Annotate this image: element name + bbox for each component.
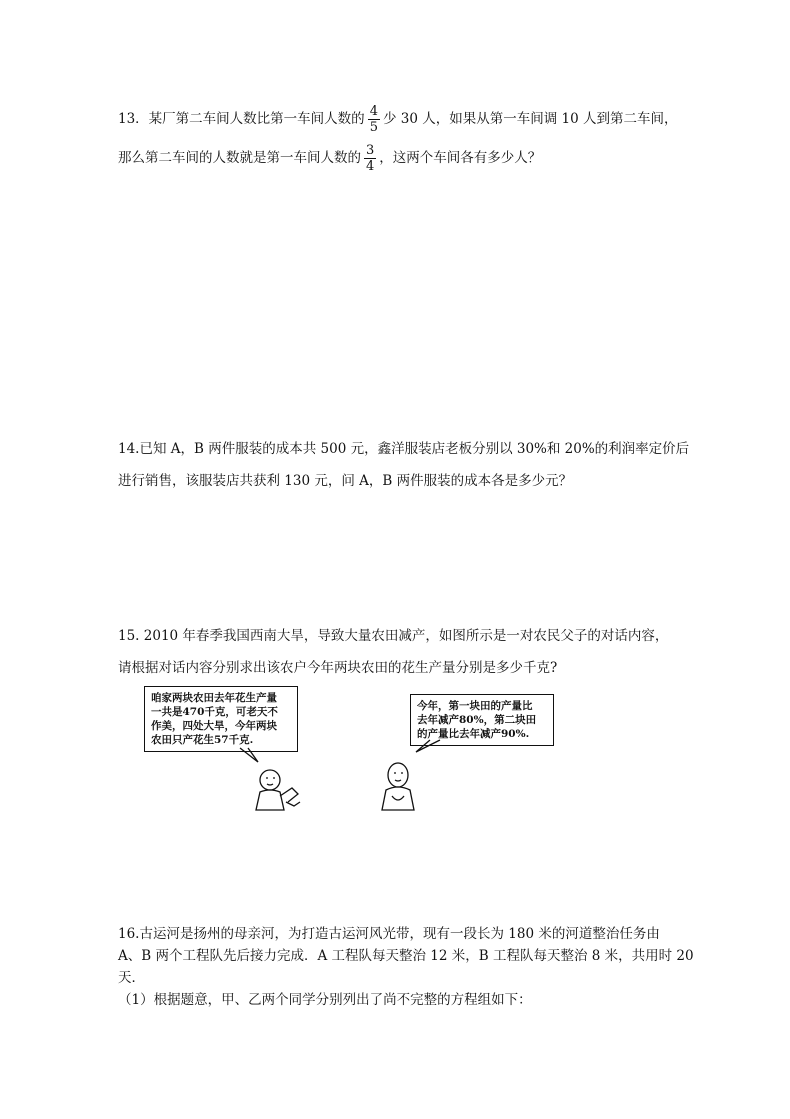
- fraction-numerator: 4: [369, 104, 378, 119]
- fraction-three-quarters: [364, 143, 376, 174]
- q16-line2: A、B 两个工程队先后接力完成．A 工程队每天整治 12 米，B 工程队每天整治 8 米，共用时 20: [118, 948, 694, 964]
- bubble-line: 作美，四处大旱，今年两块: [151, 720, 277, 732]
- q13-line1: [118, 104, 678, 135]
- bubble-line: 的产量比去年减产90%.: [417, 728, 530, 740]
- fraction-denominator: 4: [366, 159, 375, 174]
- dialogue-figure: [140, 680, 560, 820]
- q13-line1-text-a: 13．某厂第二车间人数比第一车间人数的: [118, 111, 365, 127]
- bubble-line: 今年，第一块田的产量比: [417, 700, 533, 712]
- q14-line2: 进行销售，该服装店共获利 130 元，问 A，B 两件服装的成本各是多少元？: [118, 473, 573, 489]
- q13-line2: [118, 143, 541, 174]
- bubble-line: 农田只产花生57千克.: [151, 734, 254, 746]
- speech-bubble-son: [410, 694, 554, 746]
- q16-line4: （1）根据题意，甲、乙两个同学分别列出了尚不完整的方程组如下：: [118, 992, 532, 1008]
- q16-line3: 天．: [118, 970, 145, 986]
- bubble-line: 去年减产80%，第二块田: [417, 714, 537, 726]
- bubble-line: 一共是470千克，可老天不: [151, 706, 278, 718]
- fraction-denominator: 5: [369, 120, 378, 135]
- q13-line1-text-b: 少 30 人，如果从第一车间调 10 人到第二车间，: [382, 111, 678, 127]
- fraction-numerator: 3: [366, 143, 375, 158]
- son-figure-icon: [382, 763, 414, 810]
- q16-line1: 16.古运河是扬州的母亲河，为打造古运河风光带，现有一段长为 180 米的河道整治任务由: [118, 926, 660, 942]
- fraction-four-fifths: [368, 104, 380, 135]
- bubble-line: 咱家两块农田去年花生产量: [151, 692, 277, 704]
- q14-line1: 14.已知 A，B 两件服装的成本共 500 元，鑫洋服装店老板分别以 30%和 20%的利润率定价后: [118, 441, 690, 457]
- q15-line2: 请根据对话内容分别求出该农户今年两块农田的花生产量分别是多少千克?: [118, 660, 558, 676]
- q15-line1: 15. 2010 年春季我国西南大旱，导致大量农田减产，如图所示是一对农民父子的对话内容，: [118, 628, 669, 644]
- father-figure-icon: [256, 770, 300, 810]
- q13-line2-text-b: ，这两个车间各有多少人？: [379, 150, 542, 166]
- q13-line2-text-a: 那么第二车间的人数就是第一车间人数的: [118, 150, 361, 166]
- speech-bubble-father: [144, 686, 298, 752]
